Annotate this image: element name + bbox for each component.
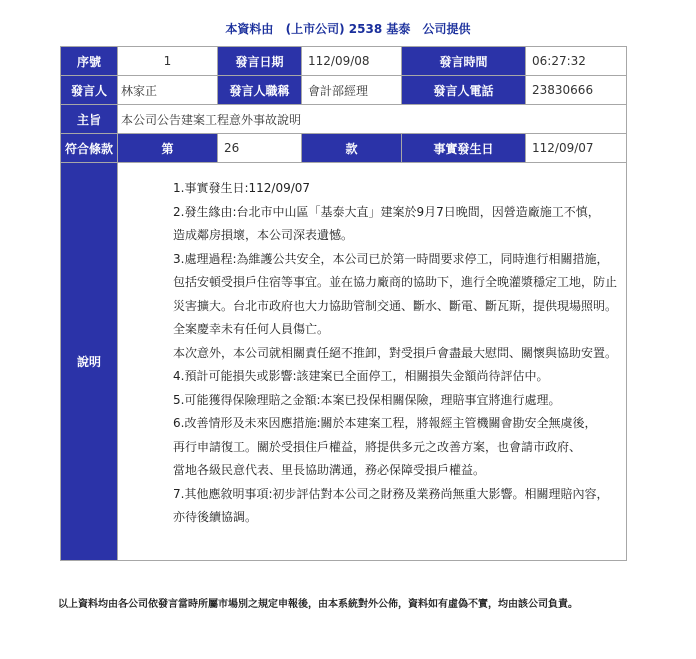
description-line: 當地各級民意代表、里長協助溝通，務必保障受損戶權益。	[173, 463, 486, 477]
description-line: 5.可能獲得保險理賠之金額:本案已投保相關保險，理賠事宜將進行處理。	[173, 392, 561, 407]
speaker-value: 林家正	[118, 76, 218, 105]
phone-value: 23830666	[526, 76, 627, 105]
seq-value: 1	[118, 47, 218, 76]
di-label: 第	[118, 134, 218, 163]
kuan-label: 款	[302, 134, 402, 163]
speaker-label: 發言人	[61, 76, 118, 105]
speaker-title-label: 發言人職稱	[218, 76, 302, 105]
phone-label: 發言人電話	[402, 76, 526, 105]
title-suffix: 公司提供	[422, 22, 471, 36]
row-clause	[61, 134, 627, 163]
page-title	[0, 20, 696, 37]
subject-value: 本公司公告建案工程意外事故說明	[118, 105, 627, 134]
announcement-table	[60, 46, 627, 561]
description-line: 本次意外，本公司就相關責任絕不推卸，對受損戶會盡最大慰問、關懷與協助安置。	[173, 345, 618, 360]
description-line: 造成鄰房損壞，本公司深表遺憾。	[173, 228, 354, 242]
row-description	[61, 163, 627, 561]
speaker-title-value: 會計部經理	[302, 76, 402, 105]
date-label: 發言日期	[218, 47, 302, 76]
row-speaker	[61, 76, 627, 105]
description-line: 1.事實發生日:112/09/07	[173, 181, 311, 195]
date-value: 112/09/08	[302, 47, 402, 76]
time-value: 06:27:32	[526, 47, 627, 76]
subject-label: 主旨	[61, 105, 118, 134]
description-line: 亦待後續協調。	[173, 510, 258, 524]
title-prefix: 本資料由	[225, 22, 274, 36]
description-line: 3.處理過程:為維護公共安全，本公司已於第一時間要求停工，同時進行相關措施，	[173, 251, 609, 266]
description-line: 6.改善情形及未來因應措施:關於本建案工程，將報經主管機關會勘安全無虞後，	[173, 416, 597, 430]
clause-label: 符合條款	[61, 134, 118, 163]
description-label: 說明	[61, 163, 118, 561]
fact-date-value: 112/09/07	[526, 134, 627, 163]
seq-label: 序號	[61, 47, 118, 76]
description-line: 4.預計可能損失或影響:該建案已全面停工，相關損失金額尚待評估中。	[173, 369, 549, 383]
row-subject	[61, 105, 627, 134]
description-line: 再行申請復工。關於受損住戶權益，將提供多元之改善方案，也會請市政府、	[173, 439, 582, 454]
footer-disclaimer: 以上資料均由各公司依發言當時所屬市場別之規定申報後，由本系統對外公佈，資料如有虛偽不實，均由該公司負責。	[58, 599, 578, 610]
description-line: 2.發生緣由:台北市中山區「基泰大直」建案於9月7日晚間，因營造廠施工不慎，	[173, 204, 600, 219]
description-text	[173, 163, 626, 544]
clause-number: 26	[218, 134, 302, 163]
fact-date-label: 事實發生日	[402, 134, 526, 163]
row-seq	[61, 47, 627, 76]
description-line: 災害擴大。台北市政府也大力協助管制交通、斷水、斷電、斷瓦斯，提供現場照明。	[173, 298, 618, 313]
description-line: 包括安頓受損戶住宿等事宜。並在協力廠商的協助下，進行全晚灌漿穩定工地，防止	[173, 275, 618, 289]
description-line: 全案慶幸未有任何人員傷亡。	[173, 322, 330, 336]
time-label: 發言時間	[402, 47, 526, 76]
description-line: 7.其他應敘明事項:初步評估對本公司之財務及業務尚無重大影響。相關理賠內容，	[173, 486, 609, 501]
title-company: (上市公司) 2538 基泰	[285, 22, 411, 36]
